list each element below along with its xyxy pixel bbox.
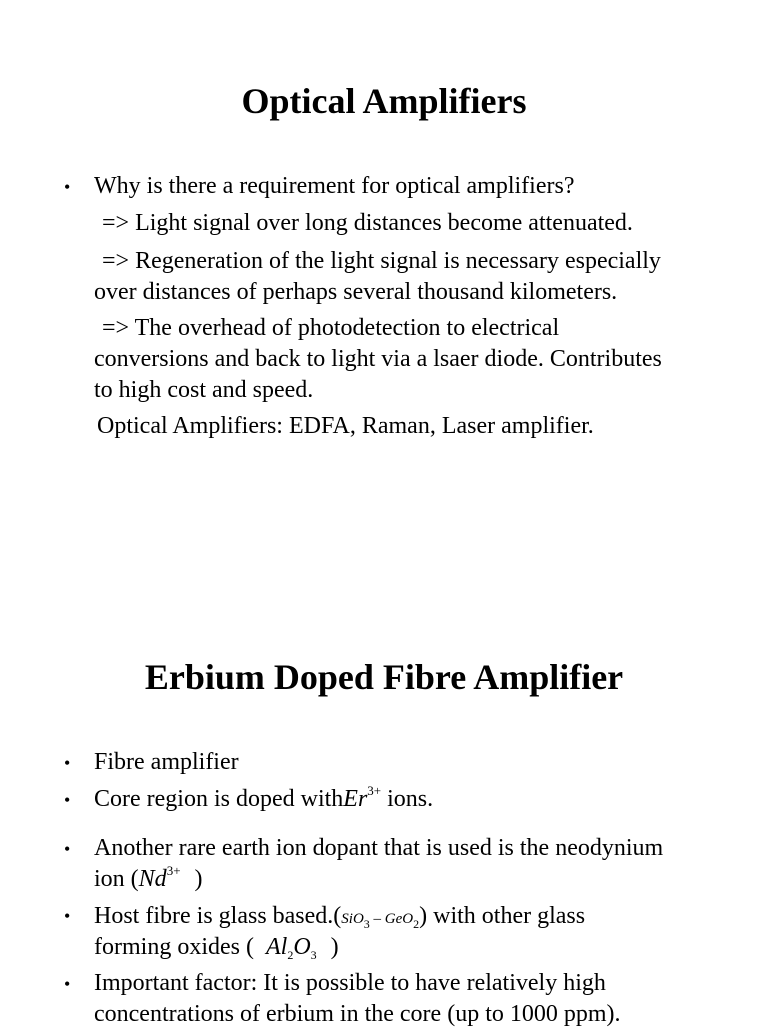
alumina-o: O	[293, 934, 311, 960]
bullet-icon: •	[64, 974, 71, 994]
slide-title: Optical Amplifiers	[241, 81, 527, 121]
bullet-icon: •	[64, 790, 71, 810]
bullet-icon: •	[64, 839, 71, 859]
item-host-glass-line1	[94, 901, 585, 935]
item-neodymium-line1: Another rare earth ion dopant that is used is the neodynium	[94, 835, 664, 861]
erbium-symbol: Er	[343, 786, 368, 812]
bullet-icon: •	[64, 906, 71, 926]
answer-overhead-line1: => The overhead of photodetection to electrical	[102, 315, 560, 341]
alumina-subscript-al: 2	[287, 948, 294, 962]
slide-edfa	[0, 512, 768, 1027]
item-core-doped-text: Core region is doped with	[94, 786, 344, 812]
answer-regeneration-line2: over distances of perhaps several thousand kilometers.	[94, 279, 618, 305]
answer-overhead-line2: conversions and back to light via a lsaer diode. Contributes	[94, 346, 662, 372]
neodymium-charge: 3+	[166, 863, 181, 878]
formula-dash: –	[369, 911, 385, 927]
slide-optical-amplifiers	[0, 0, 768, 512]
item-forming-oxides-suffix: )	[330, 934, 339, 960]
bullet-icon: •	[64, 753, 71, 773]
item-neodymium-line2	[94, 864, 203, 895]
item-core-doped-suffix: ions.	[381, 786, 434, 812]
item-core-doped	[94, 784, 433, 815]
item-host-glass-line2	[94, 932, 339, 963]
item-fibre-amplifier: Fibre amplifier	[94, 749, 239, 775]
germania-subscript: 2	[413, 917, 420, 931]
alumina-al: Al	[265, 934, 288, 960]
silica-formula: SiO	[341, 911, 364, 927]
item-important-factor-line1: Important factor: It is possible to have relatively high	[94, 970, 606, 996]
item-neodymium-suffix: )	[194, 866, 203, 892]
erbium-charge: 3+	[367, 783, 382, 798]
item-forming-oxides-text: forming oxides (	[94, 934, 254, 960]
amplifier-types: Optical Amplifiers: EDFA, Raman, Laser amplifier.	[97, 413, 594, 439]
item-neodymium-prefix: ion (	[94, 866, 139, 892]
germania-formula: GeO	[384, 911, 414, 927]
answer-attenuation: => Light signal over long distances become attenuated.	[102, 210, 633, 236]
slide-title: Erbium Doped Fibre Amplifier	[144, 657, 624, 697]
item-host-glass-suffix: ) with other glass	[419, 903, 586, 929]
bullet-icon: •	[64, 177, 71, 197]
answer-regeneration-line1: => Regeneration of the light signal is necessary especially	[102, 248, 661, 274]
item-important-factor-line2: concentrations of erbium in the core (up to 1000 ppm).	[94, 1001, 621, 1027]
alumina-subscript-o: 3	[310, 948, 317, 962]
answer-overhead-line3: to high cost and speed.	[94, 377, 314, 403]
question-text: Why is there a requirement for optical amplifiers?	[94, 173, 575, 199]
neodymium-symbol: Nd	[138, 866, 167, 892]
silica-subscript: 3	[363, 917, 370, 931]
item-host-glass-text: Host fibre is glass based.(	[94, 903, 342, 929]
